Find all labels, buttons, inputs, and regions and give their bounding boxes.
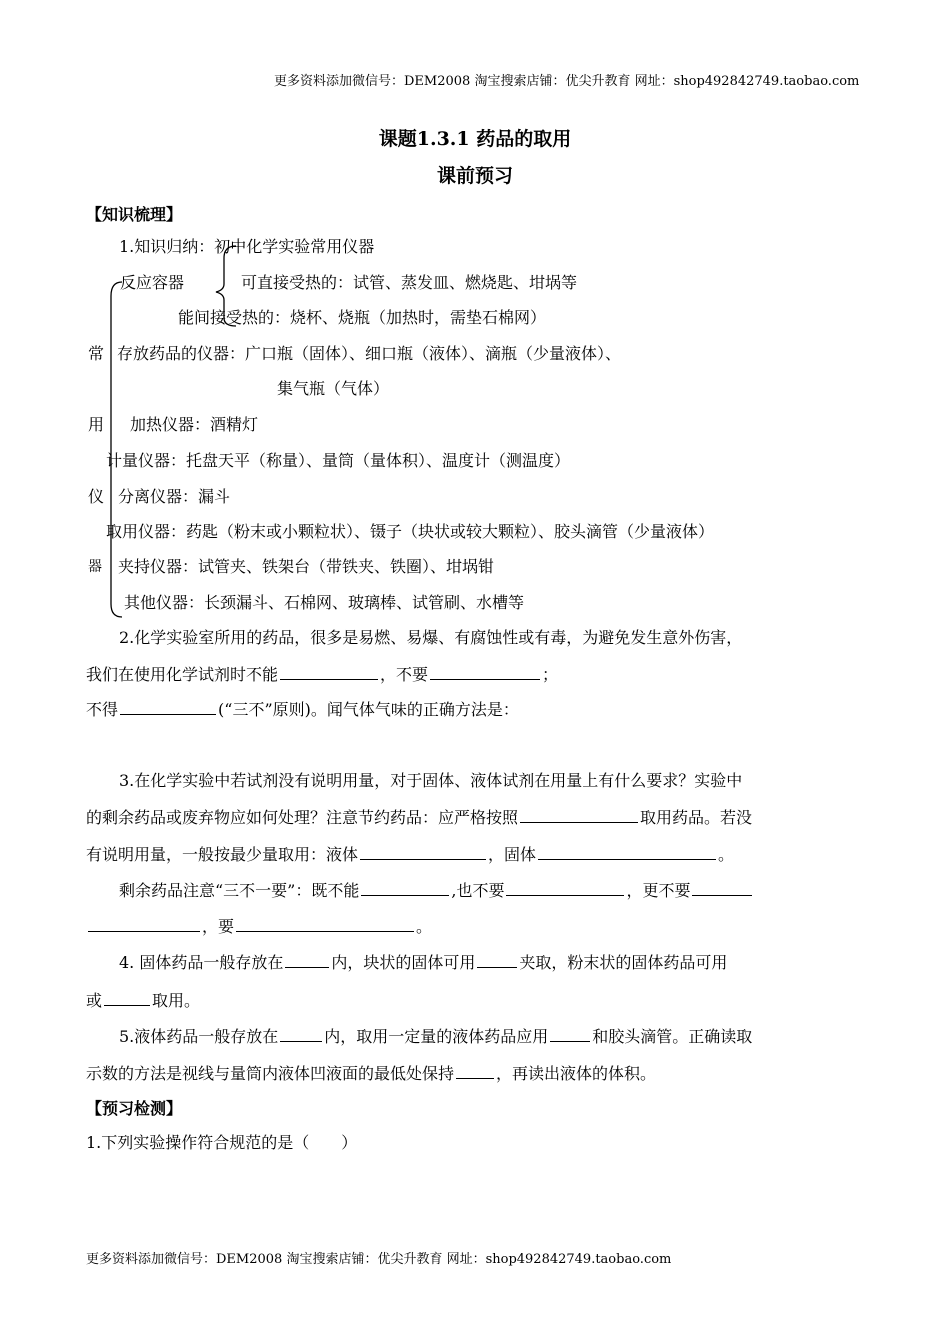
side-char: 仪 bbox=[88, 487, 105, 506]
blank[interactable] bbox=[692, 881, 752, 896]
blank[interactable] bbox=[361, 881, 449, 896]
separating-instruments: 分离仪器：漏斗 bbox=[118, 487, 231, 506]
blank[interactable] bbox=[430, 665, 540, 680]
q3-line4: 剩余药品注意“三不一要”：既不能 ,也不要 ，更不要 bbox=[119, 878, 754, 901]
check-question-1: 1.下列实验操作符合规范的是（ ） bbox=[86, 1133, 358, 1152]
page-title: 课题1.3.1 药品的取用 bbox=[378, 128, 572, 150]
q5-line2: 示数的方法是视线与量筒内液体凹液面的最低处保持 ，再读出液体的体积。 bbox=[86, 1064, 657, 1083]
reaction-direct: 可直接受热的：试管、蒸发皿、燃烧匙、坩埚等 bbox=[241, 273, 578, 292]
blank[interactable] bbox=[280, 665, 378, 680]
side-char: 器 bbox=[88, 559, 102, 575]
measuring-instruments: 计量仪器：托盘天平（称量）、量筒（量体积）、温度计（测温度） bbox=[106, 451, 571, 470]
section-knowledge: 【知识梳理】 bbox=[86, 205, 183, 224]
reaction-label: 反应容器 bbox=[120, 273, 185, 292]
q2-line2: 我们在使用化学试剂时不能 ，不要 ； bbox=[86, 665, 559, 684]
footer-text: 更多资料添加微信号：DEM2008 淘宝搜索店铺：优尖升教育 网址：shop492842749.taobao.com bbox=[86, 1252, 672, 1267]
q4-line2: 或 取用。 bbox=[86, 991, 201, 1010]
taking-instruments: 取用仪器：药匙（粉末或小颗粒状）、镊子（块状或较大颗粒）、胶头滴管（少量液体） bbox=[106, 522, 715, 541]
q4-line1: 4. 固体药品一般存放在 内，块状的固体可用 夹取，粉末状的固体药品可用 bbox=[119, 953, 728, 972]
blank[interactable] bbox=[104, 991, 150, 1006]
other-instruments: 其他仪器：长颈漏斗、石棉网、玻璃棒、试管刷、水槽等 bbox=[124, 593, 525, 612]
page-subtitle: 课前预习 bbox=[436, 165, 513, 187]
header-text: 更多资料添加微信号：DEM2008 淘宝搜索店铺：优尖升教育 网址：shop492842749.taobao.com bbox=[274, 74, 860, 89]
heating-instruments: 加热仪器：酒精灯 bbox=[130, 415, 259, 434]
storage-line1: 存放药品的仪器：广口瓶（固体）、细口瓶（液体）、滴瓶（少量液体）、 bbox=[117, 344, 622, 363]
blank[interactable] bbox=[236, 917, 414, 932]
blank[interactable] bbox=[360, 845, 486, 860]
blank[interactable] bbox=[550, 1027, 590, 1042]
blank[interactable] bbox=[477, 953, 517, 968]
blank[interactable] bbox=[520, 808, 638, 823]
q3-line3: 有说明用量，一般按最少量取用：液体 ，固体 。 bbox=[86, 845, 735, 864]
blank[interactable] bbox=[506, 881, 624, 896]
blank[interactable] bbox=[285, 953, 329, 968]
reaction-indirect: 能间接受热的：烧杯、烧瓶（加热时，需垫石棉网） bbox=[178, 308, 547, 327]
blank[interactable] bbox=[456, 1064, 494, 1079]
instrument-intro: 1.知识归纳：初中化学实验常用仪器 bbox=[119, 237, 375, 256]
blank[interactable] bbox=[88, 917, 200, 932]
q3-line1: 3.在化学实验中若试剂没有说明用量，对于固体、液体试剂在用量上有什么要求？实验中 bbox=[119, 771, 743, 790]
blank[interactable] bbox=[538, 845, 716, 860]
q3-line5: ，要 。 bbox=[86, 914, 432, 937]
q2-line3: 不得 (“三不”原则)。闻气体气味的正确方法是： bbox=[86, 700, 519, 719]
section-check: 【预习检测】 bbox=[86, 1099, 183, 1118]
side-char: 常 bbox=[88, 344, 105, 363]
blank[interactable] bbox=[120, 700, 216, 715]
holding-instruments: 夹持仪器：试管夹、铁架台（带铁夹、铁圈）、坩埚钳 bbox=[118, 557, 495, 576]
storage-line2: 集气瓶（气体） bbox=[277, 379, 390, 398]
blank[interactable] bbox=[280, 1027, 322, 1042]
side-char: 用 bbox=[88, 415, 105, 434]
q3-line2: 的剩余药品或废弃物应如何处理？注意节约药品：应严格按照 取用药品。若没 bbox=[86, 808, 753, 827]
q2-line1: 2.化学实验室所用的药品，很多是易燃、易爆、有腐蚀性或有毒，为避免发生意外伤害， bbox=[119, 628, 743, 647]
q5-line1: 5.液体药品一般存放在 内，取用一定量的液体药品应用 和胶头滴管。正确读取 bbox=[119, 1027, 753, 1046]
